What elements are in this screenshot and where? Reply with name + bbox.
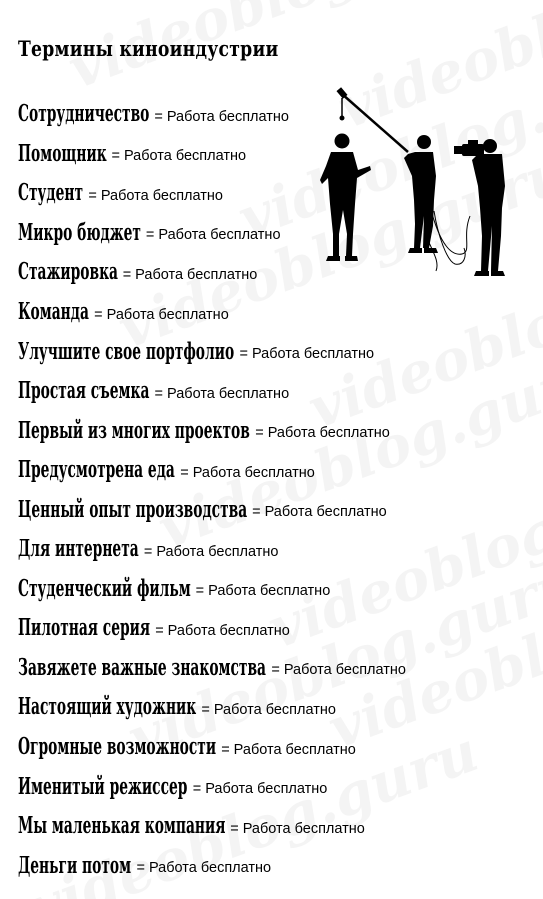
term-row <box>18 648 538 688</box>
term-meaning: = Работа бесплатно <box>145 227 281 244</box>
term: Для интернета <box>18 535 139 563</box>
term: Предусмотрена еда <box>18 456 175 484</box>
term: Ценный опыт производства <box>18 495 248 523</box>
term-meaning: = Работа бесплатно <box>155 622 290 639</box>
page-title: Термины киноиндустрии <box>18 36 279 61</box>
term-meaning: = Работа бесплатно <box>122 266 258 283</box>
term-meaning: = Работа бесплатно <box>239 346 375 363</box>
term-meaning: = Работа бесплатно <box>154 385 290 402</box>
term-meaning: = Работа бесплатно <box>136 860 272 877</box>
term-row <box>18 687 538 727</box>
term-meaning: = Работа бесплатно <box>252 504 387 521</box>
term: Мы маленькая компания <box>18 812 226 840</box>
term-row <box>18 529 538 569</box>
term: Деньги потом <box>18 851 132 879</box>
term-meaning: = Работа бесплатно <box>221 741 356 758</box>
term-row <box>18 766 538 806</box>
term-meaning: = Работа бесплатно <box>255 425 390 442</box>
term: Помощник <box>18 139 107 167</box>
term-meaning: = Работа бесплатно <box>195 583 331 600</box>
term: Студент <box>18 179 84 207</box>
term-row <box>18 569 538 609</box>
term: Именитый режиссер <box>18 772 188 800</box>
term-row <box>18 727 538 767</box>
term: Улучшите свое портфолио <box>18 337 235 365</box>
term-meaning: = Работа бесплатно <box>192 781 328 798</box>
term: Пилотная серия <box>18 614 151 642</box>
terms-list <box>18 94 538 885</box>
term-meaning: = Работа бесплатно <box>111 148 247 165</box>
term-row <box>18 213 538 253</box>
term-row <box>18 450 538 490</box>
term-row <box>18 806 538 846</box>
term: Команда <box>18 298 89 325</box>
term-meaning: = Работа бесплатно <box>201 701 336 718</box>
term-row <box>18 252 538 292</box>
term-meaning: = Работа бесплатно <box>143 543 279 560</box>
term: Сотрудничество <box>18 100 150 128</box>
term-row <box>18 489 538 529</box>
term: Простая съемка <box>18 377 150 405</box>
term: Первый из многих проектов <box>18 416 250 444</box>
term: Студенческий фильм <box>18 574 191 602</box>
term-meaning: = Работа бесплатно <box>154 108 289 125</box>
term-row <box>18 845 538 885</box>
term: Микро бюджет <box>18 218 141 246</box>
term: Завяжете важные знакомства <box>18 653 267 681</box>
term-row <box>18 331 538 371</box>
term-row <box>18 371 538 411</box>
term-meaning: = Работа бесплатно <box>230 820 365 837</box>
term-row <box>18 292 538 332</box>
term: Стажировка <box>18 258 119 286</box>
term-meaning: = Работа бесплатно <box>94 306 229 323</box>
term-row <box>18 608 538 648</box>
term-row <box>18 134 538 174</box>
term-row <box>18 94 538 134</box>
term-row <box>18 410 538 450</box>
term-meaning: = Работа бесплатно <box>271 662 406 679</box>
term-meaning: = Работа бесплатно <box>180 464 315 481</box>
term-row <box>18 173 538 213</box>
term: Настоящий художник <box>18 693 197 721</box>
term-meaning: = Работа бесплатно <box>88 187 223 204</box>
term: Огромные возможности <box>18 733 217 761</box>
